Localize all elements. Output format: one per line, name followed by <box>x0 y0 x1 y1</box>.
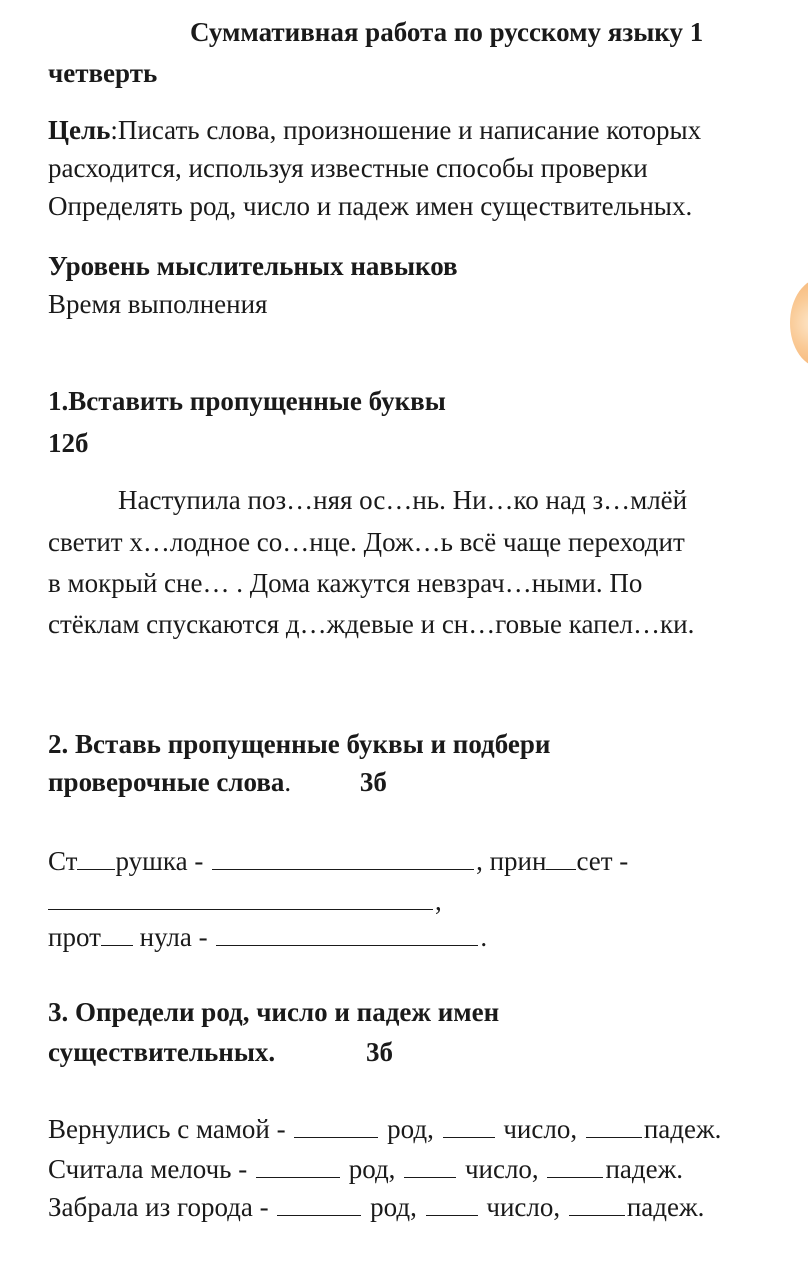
phrase: Считала мелочь - <box>48 1154 248 1184</box>
word-part: Ст <box>48 846 78 876</box>
task2-points: 3б <box>359 767 387 797</box>
task3-heading-line-1: 3. Определи род, число и падеж имен <box>48 997 500 1027</box>
page-title-continued: четверть <box>48 58 158 88</box>
word-part: рушка - <box>115 846 204 876</box>
case-blank[interactable] <box>586 1110 642 1138</box>
task3-row <box>48 1188 704 1223</box>
task2-heading-period: . <box>284 767 292 797</box>
task1-text-line: в мокрый сне… . Дома кажутся невзрач…ными. По <box>48 568 643 598</box>
task2-row-1 <box>48 842 628 877</box>
task3-heading-line-2 <box>48 1036 393 1068</box>
number-blank[interactable] <box>404 1150 456 1178</box>
case-label: падеж. <box>605 1154 683 1184</box>
task2-row-3 <box>48 918 487 953</box>
number-label: число, <box>464 1154 539 1184</box>
comma: , <box>476 846 483 876</box>
goal-line-2: расходится, используя известные способы проверки <box>48 153 648 183</box>
task1-text-line: светит х…лодное со…нце. Дож…ь всё чаще переходит <box>48 527 685 557</box>
number-label: число, <box>503 1114 578 1144</box>
number-label: число, <box>486 1192 561 1222</box>
case-label: падеж. <box>643 1114 722 1144</box>
case-blank[interactable] <box>569 1188 625 1216</box>
phrase: Забрала из города - <box>48 1192 269 1222</box>
task2-heading-text: проверочные слова <box>48 767 285 797</box>
answer-blank[interactable] <box>216 918 478 946</box>
gender-label: род, <box>370 1192 417 1222</box>
page-title: Суммативная работа по русскому языку 1 <box>190 17 704 47</box>
task2-heading-line-1: 2. Вставь пропущенные буквы и подбери <box>48 729 551 759</box>
gender-label: род, <box>387 1114 434 1144</box>
thinking-level-label: Уровень мыслительных навыков <box>48 251 458 281</box>
word-part: сет - <box>576 846 629 876</box>
gender-blank[interactable] <box>277 1188 361 1216</box>
goal-text: :Писать слова, произношение и написание которых <box>110 115 702 145</box>
word-part: нула - <box>139 922 208 952</box>
task3-heading-text: существительных. <box>48 1037 276 1067</box>
task1-text-line: Наступила поз…няя ос…нь. Ни…ко над з…млёй <box>118 485 688 515</box>
number-blank[interactable] <box>426 1188 478 1216</box>
decorative-orange-blob <box>790 278 808 368</box>
period: . <box>480 922 488 952</box>
comma: , <box>435 886 442 916</box>
task1-points: 12б <box>48 428 89 458</box>
goal-label: Цель <box>48 115 111 145</box>
gender-blank[interactable] <box>256 1150 340 1178</box>
task2-heading-line-2 <box>48 766 387 798</box>
number-blank[interactable] <box>443 1110 495 1138</box>
gender-label: род, <box>348 1154 396 1184</box>
case-blank[interactable] <box>547 1150 603 1178</box>
case-label: падеж. <box>626 1192 705 1222</box>
task1-text-line: стёклам спускаются д…ждевые и сн…говые капел…ки. <box>48 609 695 639</box>
letter-blank[interactable] <box>77 845 115 870</box>
task3-points: 3б <box>365 1037 393 1067</box>
word-part: прот <box>48 922 101 952</box>
time-label: Время выполнения <box>48 289 268 319</box>
answer-blank[interactable] <box>48 882 433 910</box>
phrase: Вернулись с мамой - <box>48 1114 286 1144</box>
word-part: прин <box>489 846 547 876</box>
answer-blank[interactable] <box>212 842 474 870</box>
task1-heading: 1.Вставить пропущенные буквы <box>48 386 446 416</box>
task3-row <box>48 1110 721 1145</box>
gender-blank[interactable] <box>294 1110 378 1138</box>
task2-row-2 <box>48 882 442 917</box>
letter-blank[interactable] <box>546 845 576 870</box>
goal-line-3: Определять род, число и падеж имен существительных. <box>48 191 693 221</box>
letter-blank[interactable] <box>101 921 133 946</box>
goal-line-1 <box>48 114 701 146</box>
task3-row <box>48 1150 683 1185</box>
